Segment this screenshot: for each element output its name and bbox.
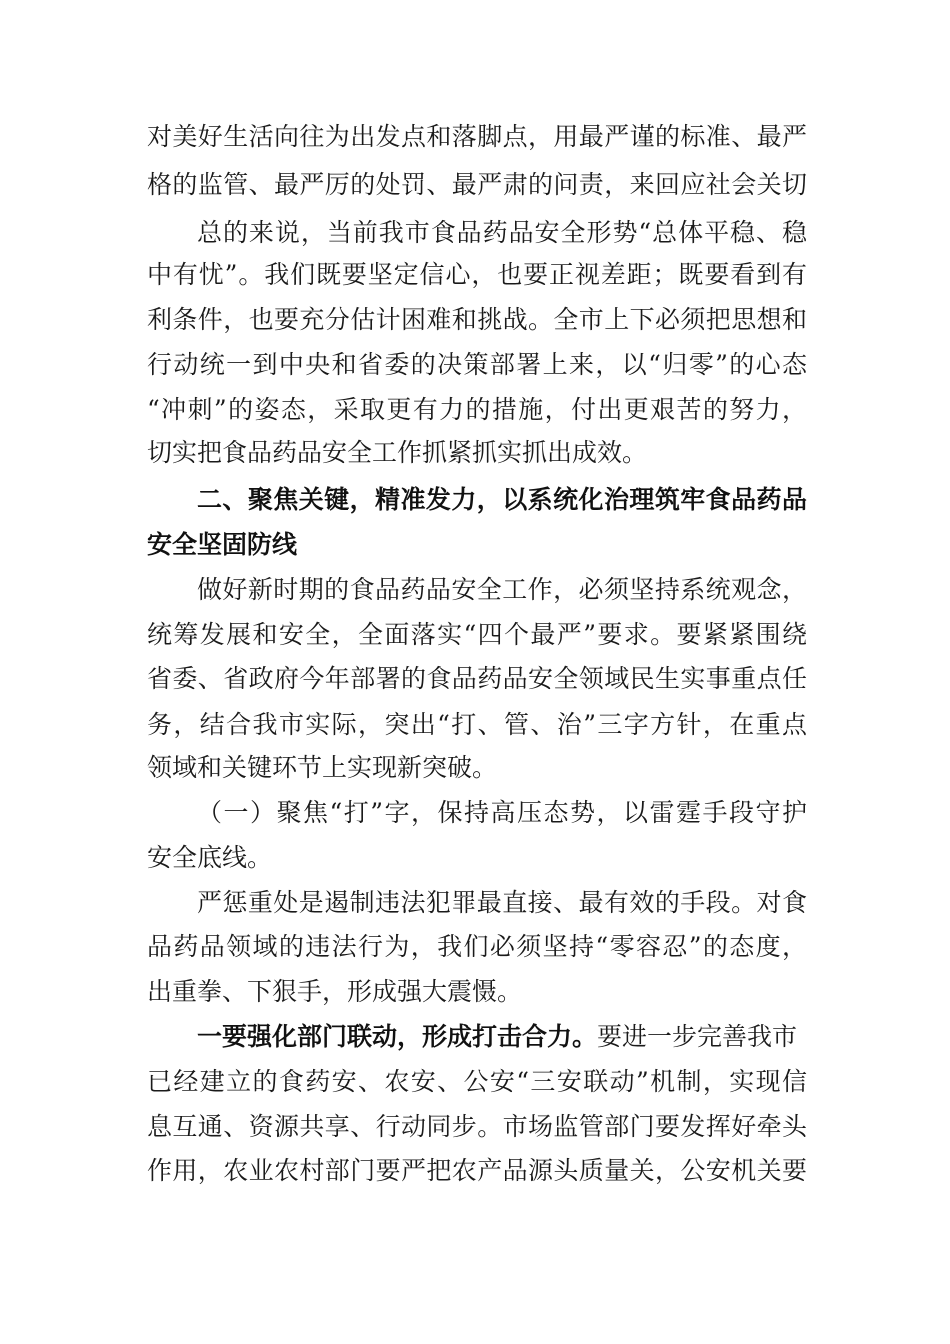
body-line: 行动统一到中央和省委的决策部署上来，以“归零”的心态 [147,350,807,379]
body-line: 总的来说，当前我市食品药品安全形势“总体平稳、稳 [197,218,807,247]
body-line: 格的监管、最严厉的处罚、最严肃的问责，来回应社会关切 [147,170,807,199]
lead-rest-text: 要进一步完善我市 [597,1022,798,1051]
body-line: 做好新时期的食品药品安全工作，必须坚持系统观念， [197,575,807,604]
lead-paragraph-line [197,1022,797,1052]
subsection-heading: 安全底线。 [147,843,273,872]
subsection-heading: （一）聚焦“打”字，保持高压态势，以雷霆手段守护 [197,798,807,827]
body-line: 省委、省政府今年部署的食品药品安全领域民生实事重点任 [147,664,807,693]
body-line: 对美好生活向往为出发点和落脚点，用最严谨的标准、最严 [147,122,807,151]
body-line: 领域和关键环节上实现新突破。 [147,753,498,782]
section-heading: 二、聚焦关键，精准发力，以系统化治理筑牢食品药品 [197,485,807,514]
body-line: 品药品领域的违法行为，我们必须坚持“零容忍”的态度， [147,932,807,961]
body-line: 息互通、资源共享、行动同步。市场监管部门要发挥好牵头 [147,1112,807,1141]
body-line: 务，结合我市实际，突出“打、管、治”三字方针，在重点 [147,710,807,739]
body-line: 已经建立的食药安、农安、公安“三安联动”机制，实现信 [147,1067,807,1096]
body-line: 统筹发展和安全，全面落实“四个最严”要求。要紧紧围绕 [147,620,807,649]
body-line: 作用，农业农村部门要严把农产品源头质量关，公安机关要 [147,1156,807,1185]
section-heading: 安全坚固防线 [147,530,298,559]
body-line: “冲刺”的姿态，采取更有力的措施，付出更艰苦的努力， [147,395,807,424]
body-line: 切实把食品药品安全工作抓紧抓实抓出成效。 [147,438,648,467]
body-line: 出重拳、下狠手，形成强大震慑。 [147,977,523,1006]
lead-bold-text: 一要强化部门联动，形成打击合力。 [197,1022,598,1051]
body-line: 严惩重处是遏制违法犯罪最直接、最有效的手段。对食 [197,888,807,917]
body-line: 利条件，也要充分估计困难和挑战。全市上下必须把思想和 [147,305,807,334]
body-line: 中有忧”。我们既要坚定信心，也要正视差距；既要看到有 [147,260,807,289]
